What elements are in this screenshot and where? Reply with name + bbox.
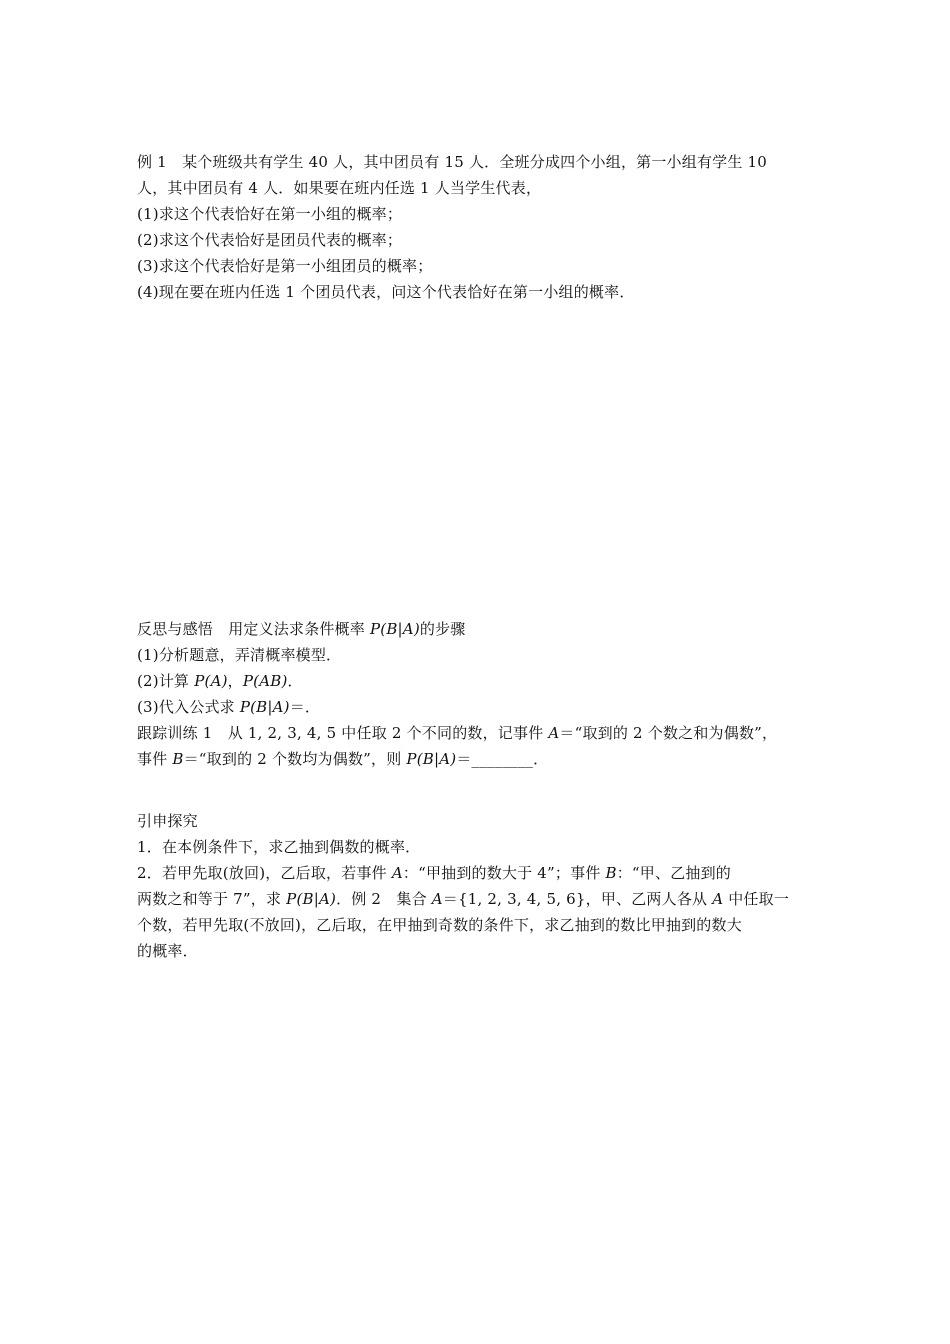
- q3-set: ＝{1, 2, 3, 4, 5, 6}，甲、乙两人各从: [442, 890, 713, 908]
- reflection-heading: [137, 616, 817, 642]
- q3-var-a: A: [431, 890, 443, 908]
- extension-line-3: [137, 886, 817, 912]
- step-2-formula-2: P(AB): [242, 672, 288, 690]
- q3-var-a-2: A: [712, 890, 724, 908]
- example-1-line-1: 例 1 某个班级共有学生 40 人，其中团员有 15 人．全班分成四个小组，第一小组有学生 10: [137, 153, 768, 171]
- practice-line-1-prefix: 跟踪训练 1 从 1, 2, 3, 4, 5 中任取 2 个不同的数，记事件: [137, 724, 549, 742]
- example-1-item-2: (2)求这个代表恰好是团员代表的概率；: [137, 231, 403, 249]
- example-1-item-1: (1)求这个代表恰好在第一小组的概率；: [137, 205, 403, 223]
- extension-line-5: 的概率．: [137, 942, 198, 960]
- practice-formula: P(B|A): [406, 750, 457, 768]
- extension-line-4: 个数，若甲先取(不放回)，乙后取，在甲抽到奇数的条件下，求乙抽到的数比甲抽到的数大: [137, 916, 742, 934]
- example-1-item-4: (4)现在要在班内任选 1 个团员代表，问这个代表恰好在第一小组的概率．: [137, 283, 635, 301]
- reflection-step-3: [137, 694, 817, 720]
- example-1-line-2: 人，其中团员有 4 人．如果要在班内任选 1 人当学生代表，: [137, 179, 542, 197]
- practice-line-1: [137, 720, 817, 746]
- practice-line-1-suffix: ＝“取到的 2 个数之和为偶数”，: [559, 724, 778, 742]
- step-3-formula: P(B|A): [239, 698, 290, 716]
- extension-section: [137, 808, 817, 964]
- q3-suffix: 中任取一: [723, 890, 790, 908]
- q2-var-a: A: [391, 864, 403, 882]
- q2-var-b: B: [605, 864, 617, 882]
- step-3-end: ＝．: [289, 698, 321, 716]
- practice-line-2-mid: ＝“取到的 2 个数均为偶数”，则: [183, 750, 407, 768]
- q2-mid-2: ：“甲、乙抽到的: [616, 864, 732, 882]
- q3-formula: P(B|A): [286, 890, 337, 908]
- step-2-separator: ，: [227, 672, 243, 690]
- reflection-step-1: (1)分析题意，弄清概率模型．: [137, 646, 342, 664]
- example-1: [137, 149, 817, 305]
- reflection-heading-prefix: 反思与感悟 用定义法求条件概率: [137, 620, 370, 638]
- reflection-heading-suffix: 的步骤: [419, 620, 466, 638]
- extension-question-2: [137, 860, 817, 886]
- step-2-formula-1: P(A): [194, 672, 228, 690]
- example-1-item-3: (3)求这个代表恰好是第一小组团员的概率；: [137, 257, 433, 275]
- step-3-prefix: (3)代入公式求: [137, 698, 240, 716]
- practice-answer-blank: ＝________．: [456, 750, 549, 768]
- extension-heading: 引申探究: [137, 812, 198, 830]
- reflection-step-2: [137, 668, 817, 694]
- step-2-end: ．: [287, 672, 303, 690]
- q2-mid-1: ：“甲抽到的数大于 4”；事件: [402, 864, 606, 882]
- reflection-heading-formula: P(B|A): [369, 620, 420, 638]
- practice-line-2-prefix: 事件: [137, 750, 173, 768]
- step-2-prefix: (2)计算: [137, 672, 195, 690]
- q3-prefix: 两数之和等于 7”，求: [137, 890, 287, 908]
- q2-prefix: 2．若甲先取(放回)，乙后取，若事件: [137, 864, 392, 882]
- practice-var-a: A: [548, 724, 560, 742]
- q3-mid: ．例 2 集合: [336, 890, 432, 908]
- practice-var-b: B: [172, 750, 184, 768]
- reflection-section: [137, 616, 817, 772]
- practice-line-2: [137, 746, 817, 772]
- extension-question-1: 1．在本例条件下，求乙抽到偶数的概率．: [137, 838, 421, 856]
